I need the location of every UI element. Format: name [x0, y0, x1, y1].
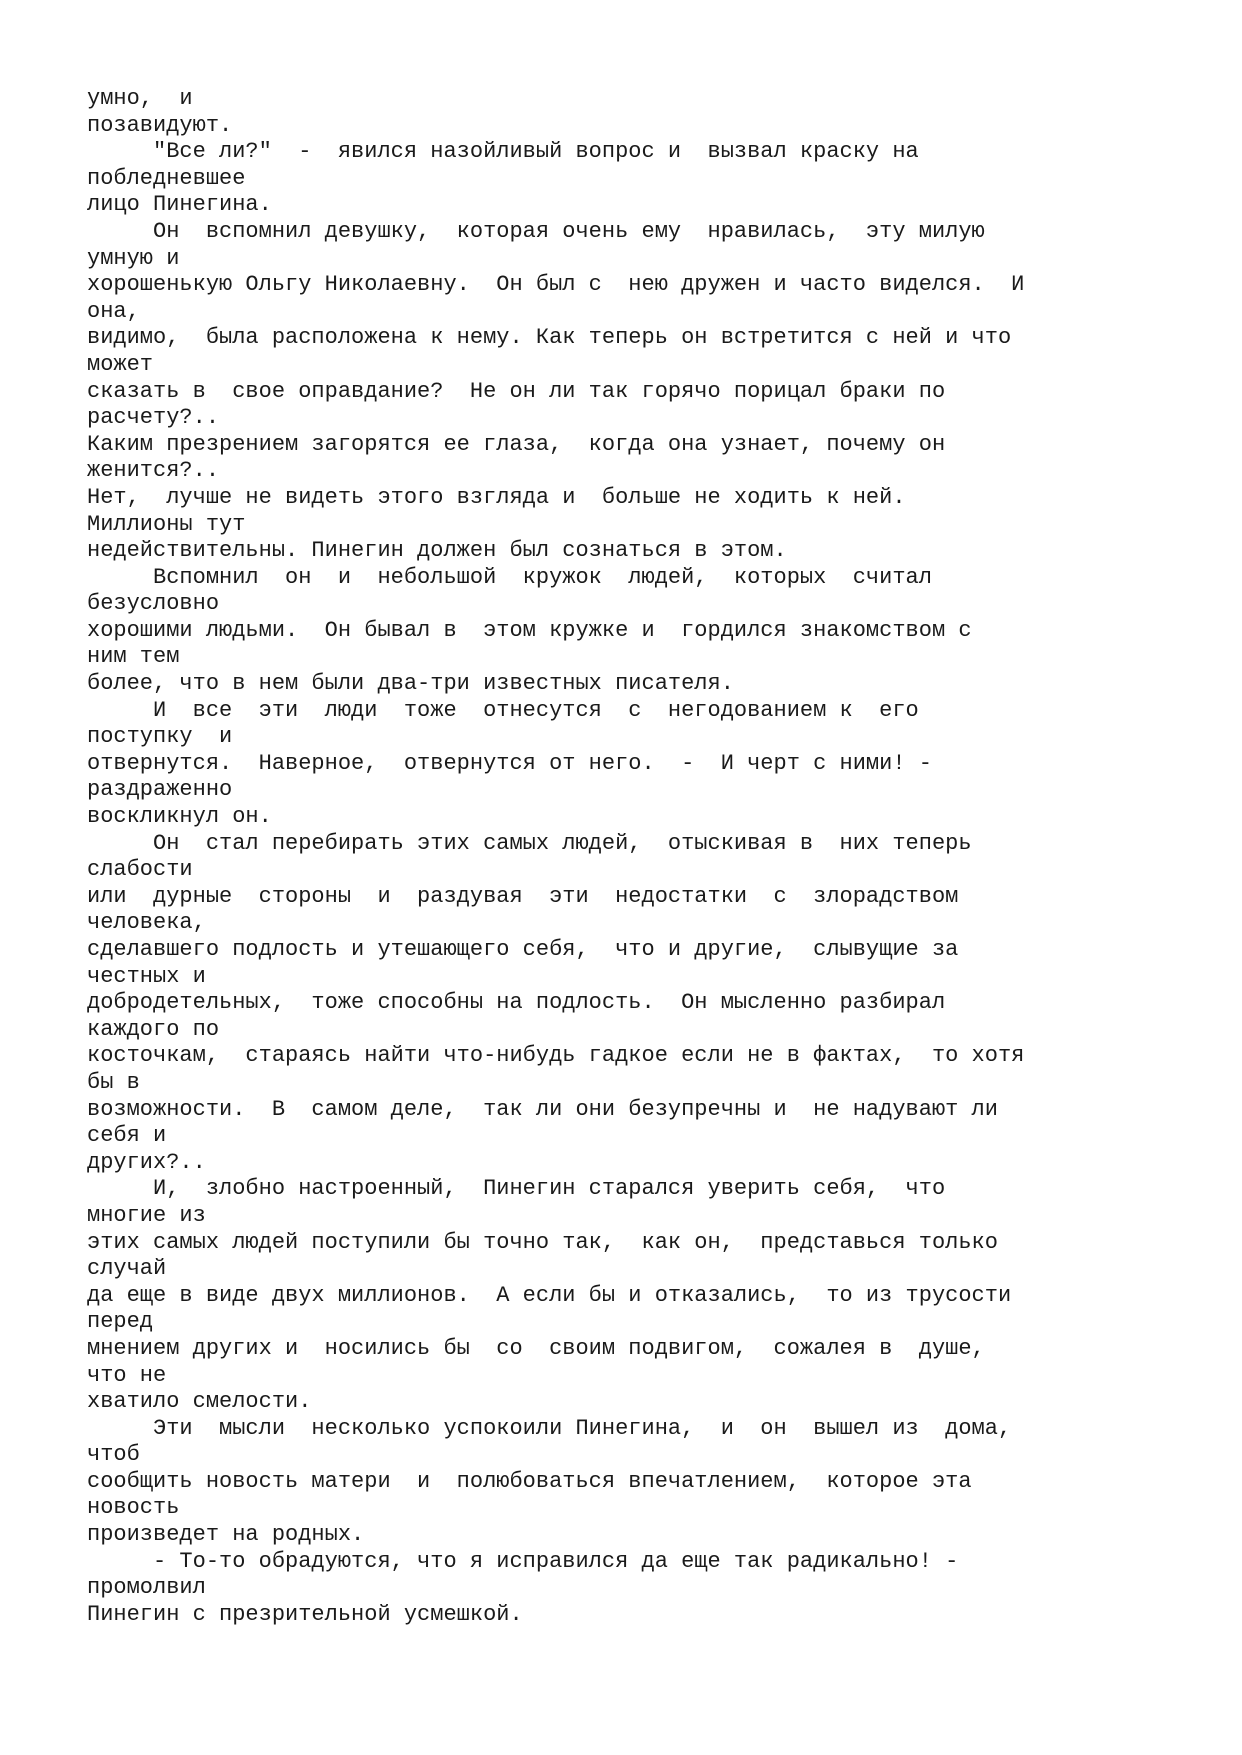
text-line: видимо, была расположена к нему. Как теперь он встретится с ней и что — [87, 325, 1012, 351]
text-line: воскликнул он. — [87, 804, 272, 830]
text-line: чтоб — [87, 1442, 140, 1468]
text-line: поступку и — [87, 724, 233, 750]
text-line: возможности. В самом деле, так ли они безупречны и не надувают ли — [87, 1096, 998, 1122]
text-line: И, злобно настроенный, Пинегин старался уверить себя, что — [87, 1176, 946, 1202]
text-line: безусловно — [87, 591, 220, 617]
text-line: косточкам, стараясь найти что-нибудь гадкое если не в фактах, то хотя — [87, 1043, 1025, 1069]
text-line: Вспомнил он и небольшой кружок людей, которых считал — [87, 564, 932, 590]
text-line: отвернутся. Наверное, отвернутся от него. - И черт с ними! - — [87, 750, 932, 776]
text-line: себя и — [87, 1123, 167, 1149]
text-line: побледневшее — [87, 165, 246, 191]
text-line: Нет, лучше не видеть этого взгляда и больше не ходить к ней. — [87, 484, 906, 510]
text-line: лицо Пинегина. — [87, 192, 272, 218]
text-line: слабости — [87, 857, 193, 883]
text-line: более, что в нем были два-три известных писателя. — [87, 671, 734, 697]
text-line: мнением других и носились бы со своим подвигом, сожалея в душе, — [87, 1335, 985, 1361]
text-line: недействительны. Пинегин должен был сознаться в этом. — [87, 538, 787, 564]
text-line: да еще в виде двух миллионов. А если бы и отказались, то из трусости — [87, 1282, 1012, 1308]
text-line: бы в — [87, 1069, 140, 1095]
text-line: Каким презрением загорятся ее глаза, когда она узнает, почему он — [87, 431, 946, 457]
document-text — [87, 86, 1207, 1628]
text-line: что не — [87, 1362, 167, 1388]
text-line: сказать в свое оправдание? Не он ли так горячо порицал браки по — [87, 378, 946, 404]
text-line: хорошими людьми. Он бывал в этом кружке и гордился знакомством с — [87, 617, 972, 643]
text-line: добродетельных, тоже способны на подлость. Он мысленно разбирал — [87, 990, 946, 1016]
text-line: многие из — [87, 1202, 206, 1228]
text-line: других?.. — [87, 1149, 206, 1175]
text-line: человека, — [87, 910, 206, 936]
text-line: сделавшего подлость и утешающего себя, что и другие, слывущие за — [87, 937, 959, 962]
text-line: Он стал перебирать этих самых людей, отыскивая в них теперь — [87, 830, 972, 856]
text-line: женится?.. — [87, 458, 220, 484]
text-line: Эти мысли несколько успокоили Пинегина, и он вышел из дома, — [87, 1415, 1012, 1441]
text-line: она, — [87, 298, 140, 324]
text-line: ним тем — [87, 644, 180, 670]
text-line: случай — [87, 1256, 167, 1282]
text-line: или дурные стороны и раздувая эти недостатки с злорадством — [87, 883, 959, 909]
text-line: этих самых людей поступили бы точно так, как он, представься только — [87, 1229, 998, 1255]
text-line: раздраженно — [87, 777, 233, 803]
text-line: - То-то обрадуются, что я исправился да еще так радикально! - — [87, 1548, 959, 1574]
text-line: промолвил — [87, 1575, 206, 1601]
text-line: хорошенькую Ольгу Николаевну. Он был с нею дружен и часто виделся. И — [87, 272, 1025, 298]
text-line: произведет на родных. — [87, 1522, 365, 1548]
text-line: умно, и — [87, 86, 193, 111]
text-line: новость — [87, 1495, 180, 1521]
text-line: хватило смелости. — [87, 1389, 312, 1415]
text-line: перед — [87, 1309, 154, 1335]
text-line: каждого по — [87, 1016, 220, 1042]
text-line: сообщить новость матери и полюбоваться впечатлением, которое эта — [87, 1468, 972, 1494]
text-line: может — [87, 351, 154, 377]
text-line: "Все ли?" - явился назойливый вопрос и вызвал краску на — [87, 139, 919, 165]
text-line: расчету?.. — [87, 405, 220, 431]
text-line: Миллионы тут — [87, 511, 246, 537]
text-line: Пинегин с презрительной усмешкой. — [87, 1601, 523, 1627]
text-line: честных и — [87, 963, 206, 989]
text-line: Он вспомнил девушку, которая очень ему нравилась, эту милую — [87, 218, 985, 244]
text-line: И все эти люди тоже отнесутся с негодованием к его — [87, 697, 919, 723]
text-line: позавидуют. — [87, 112, 233, 138]
text-line: умную и — [87, 245, 180, 271]
